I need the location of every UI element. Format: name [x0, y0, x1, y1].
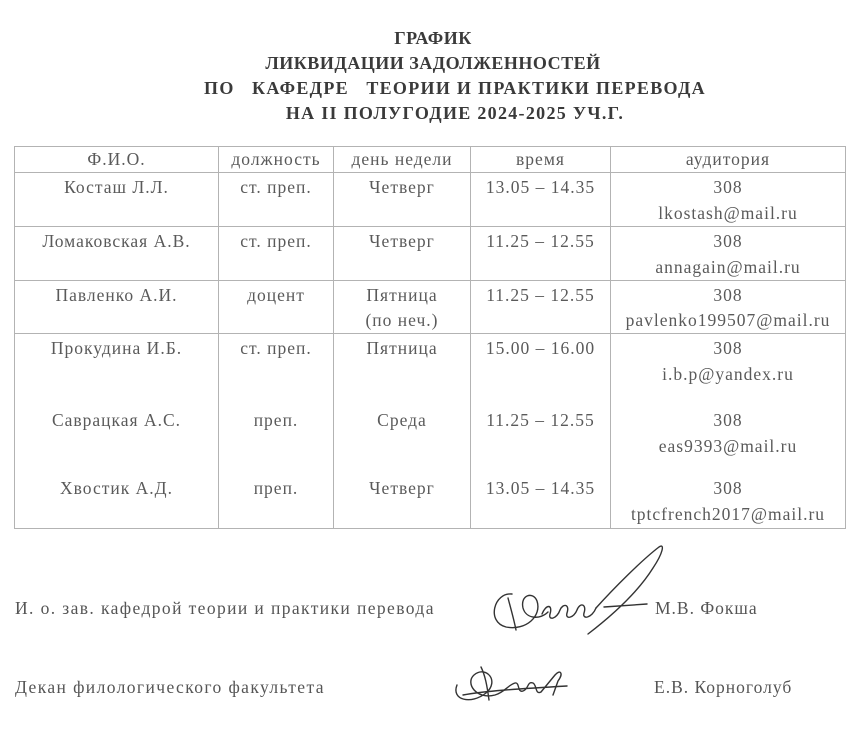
cell-position: доцент	[219, 281, 334, 334]
cell-position: ст. преп.	[219, 227, 334, 281]
cell-name: Саврацкая А.С.	[15, 396, 219, 464]
cell-time: 15.00 – 16.00	[471, 334, 611, 396]
cell-day: Четверг	[334, 173, 471, 227]
cell-name: Хвостик А.Д.	[15, 464, 219, 529]
cell-room	[611, 281, 846, 334]
cell-room	[611, 396, 846, 464]
email: annagain@mail.ru	[655, 257, 801, 277]
day-note: (по неч.)	[365, 310, 439, 330]
cell-name: Косташ Л.Л.	[15, 173, 219, 227]
signature-head-of-department	[482, 538, 672, 638]
cell-name: Павленко А.И.	[15, 281, 219, 334]
title-line-2: ЛИКВИДАЦИИ ЗАДОЛЖЕННОСТЕЙ	[265, 53, 601, 73]
header-day: день недели	[334, 147, 471, 173]
cell-time: 11.25 – 12.55	[471, 281, 611, 334]
room-number: 308	[713, 177, 743, 197]
cell-day: Пятница	[334, 334, 471, 396]
email: tptcfrench2017@mail.ru	[630, 503, 826, 524]
signature-stroke	[508, 598, 516, 630]
table-row	[15, 281, 846, 334]
cell-name: Ломаковская А.В.	[15, 227, 219, 281]
room-number: 308	[713, 477, 743, 498]
signature-stroke	[494, 594, 548, 628]
signatory-name-head: М.В. Фокша	[655, 598, 758, 618]
signatory-title-dean: Декан филологического факультета	[15, 677, 325, 697]
email: eas9393@mail.ru	[658, 435, 798, 456]
email: lkostash@mail.ru	[658, 203, 798, 223]
room-number: 308	[713, 285, 743, 305]
header-name: Ф.И.О.	[15, 147, 219, 173]
cell-room	[611, 334, 846, 396]
cell-day	[334, 281, 471, 334]
cell-name: Прокудина И.Б.	[15, 334, 219, 396]
title-line-3: ПО КАФЕДРЕ ТЕОРИИ И ПРАКТИКИ ПЕРЕВОДА	[204, 78, 706, 98]
cell-day: Четверг	[334, 227, 471, 281]
cell-time: 11.25 – 12.55	[471, 227, 611, 281]
header-room: аудитория	[611, 147, 846, 173]
signature-stroke	[456, 672, 561, 700]
signature-dean	[445, 645, 575, 715]
cell-time: 11.25 – 12.55	[471, 396, 611, 464]
cell-position: преп.	[219, 464, 334, 529]
cell-room	[611, 173, 846, 227]
document-title	[20, 26, 846, 126]
signature-stroke	[588, 546, 662, 634]
signature-stroke	[542, 605, 596, 618]
signatory-title-head: И. о. зав. кафедрой теории и практики перевода	[15, 598, 435, 618]
cell-time: 13.05 – 14.35	[471, 173, 611, 227]
table-row	[15, 173, 846, 227]
day-text: Пятница	[366, 285, 438, 305]
table-row	[15, 464, 846, 529]
cell-day: Четверг	[334, 464, 471, 529]
table-row	[15, 227, 846, 281]
cell-time: 13.05 – 14.35	[471, 464, 611, 529]
signature-stroke	[604, 604, 647, 607]
cell-position: ст. преп.	[219, 173, 334, 227]
table-header-row	[15, 147, 846, 173]
cell-day: Среда	[334, 396, 471, 464]
email: i.b.p@yandex.ru	[662, 364, 794, 384]
table-row	[15, 396, 846, 464]
signatory-name-dean: Е.В. Корноголуб	[654, 677, 793, 697]
cell-position: преп.	[219, 396, 334, 464]
table-row	[15, 334, 846, 396]
room-number: 308	[713, 409, 743, 430]
email: pavlenko199507@mail.ru	[625, 310, 831, 330]
title-line-1: ГРАФИК	[394, 28, 472, 48]
cell-room	[611, 464, 846, 529]
room-number: 308	[713, 231, 743, 251]
title-line-4: НА II ПОЛУГОДИЕ 2024-2025 УЧ.Г.	[285, 103, 625, 123]
header-time: время	[471, 147, 611, 173]
cell-position: ст. преп.	[219, 334, 334, 396]
header-position: должность	[219, 147, 334, 173]
room-number: 308	[713, 338, 743, 358]
cell-room	[611, 227, 846, 281]
debt-schedule-table	[14, 146, 846, 529]
